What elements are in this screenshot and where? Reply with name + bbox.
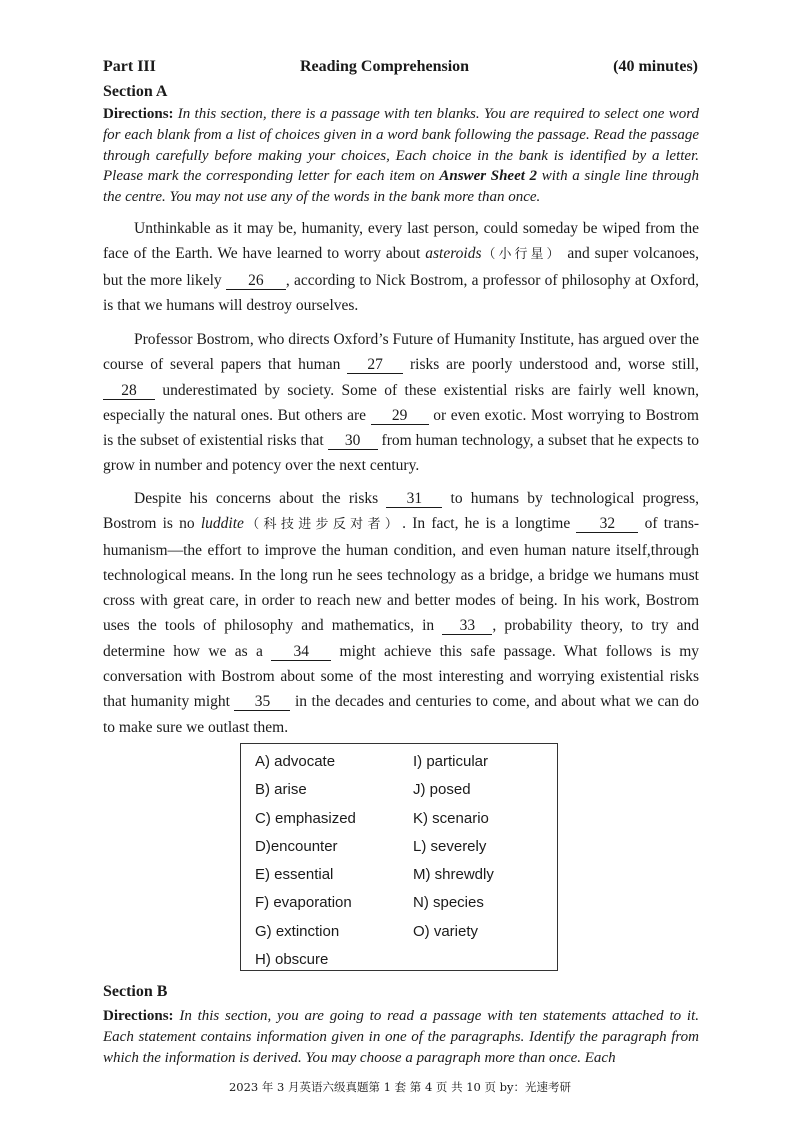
passage-text: Professor Bostrom, who directs Oxford’s Future of Humanity Institute, has argued over the course of several papers that human [103,331,699,374]
section-a-label: Section A [103,83,168,100]
word-bank-option: H) obscure [255,951,329,969]
page-footer: 2023 年 3 月英语六级真题第 1 套 第 4 页 共 10 页 by：光速考研 [228,1080,572,1094]
section-b-label: Section B [103,983,168,1000]
passage-text: Unthinkable as it may be, humanity, every last person, could someday be wiped from the face of the Earth. We have learned to worry about [103,220,699,263]
blank-31[interactable]: 31 [386,490,442,508]
word-bank-option: G) extinction [255,922,340,940]
section-a-directions [103,104,699,208]
blank-26[interactable]: 26 [226,272,286,290]
directions-lead: Directions: [103,1008,174,1024]
passage-text: in the decades and centuries to come, and about what we can do to make sure we outlast them. [103,693,699,736]
passage-text: Despite his concerns about the risks [134,490,387,507]
word-bank [240,743,558,971]
word-bank-option: B) arise [255,781,307,799]
word-bank-option: K) scenario [413,809,489,827]
passage-text: , according to Nick Bostrom, a professor of philosophy at Oxford, is that we humans will destroy ourselves. [103,271,699,314]
part-header [103,58,698,80]
word-bank-column-right [413,752,494,950]
passage-text: or even exotic. Most worrying to Bostrom is the subset of existential risks that [103,406,699,450]
blank-34[interactable]: 34 [271,643,331,661]
chinese-gloss: （科技进步反对者） [243,517,403,533]
word-bank-option: N) species [413,894,484,912]
word-bank-option: C) emphasized [255,809,356,827]
passage-text: underestimated by society. Some of these existential risks are fairly well known, especially the natural ones. But others are [103,381,699,424]
passage-text: might achieve this safe passage. What follows is my conversation with Bostrom about some of the most interesting and worrying existential risks that humanity might [103,642,700,711]
italic-term: luddite [200,515,244,533]
passage-text: of trans-humanism—the effort to improve the human condition, and even human nature itself,through technological means. In the long run he sees technology as a bridge, a bridge we humans must cross with great care, in order to reach new and better modes of being. In his work, Bostrom uses the tools of philosophy and mathematics, in [103,515,700,635]
word-bank-option: D)encounter [255,837,338,855]
blank-32[interactable]: 32 [576,515,638,533]
blank-28[interactable]: 28 [103,382,155,400]
word-bank-column-left [255,752,356,978]
blank-27[interactable]: 27 [347,356,403,374]
blank-35[interactable]: 35 [234,693,290,711]
directions-answer-sheet: Answer Sheet 2 [439,168,538,185]
word-bank-option: J) posed [413,781,471,799]
part-number: Part III [103,58,156,75]
word-bank-option: M) shrewdly [413,866,494,884]
chinese-gloss: （小行星） [481,247,563,263]
word-bank-option: F) evaporation [255,894,352,912]
passage-text: , probability theory, to try and determine how we as a [103,617,699,660]
word-bank-option: I) particular [413,753,489,770]
word-bank-option: L) severely [413,837,487,855]
passage-text: from human technology, a subset that he expects to grow in number and potency over the next century. [103,432,700,475]
directions-lead: Directions: [103,106,174,122]
passage-paragraph-3 [103,486,699,740]
blank-29[interactable]: 29 [371,407,429,425]
blank-33[interactable]: 33 [442,617,492,635]
passage-text: to humans by technological progress, Bostrom is no [103,490,699,533]
passage-text: and super volcanoes, but the more likely [103,245,699,289]
word-bank-option: E) essential [255,866,334,884]
blank-30[interactable]: 30 [328,432,378,450]
word-bank-option: O) variety [413,922,479,940]
section-b-directions [103,1006,699,1068]
passage-text: risks are poorly understood and, worse still, [403,356,699,374]
italic-term: asteroids [425,245,482,263]
passage-paragraph-1 [103,216,699,318]
passage-paragraph-2 [103,327,699,479]
word-bank-option: A) advocate [255,753,336,770]
directions-text: In this section, there is a passage with ten blanks. You are required to select one word for each blank from a list of choices given in a word bank following the passage. Read the passage through carefully before making your choices, Each choice in the bank is identified by a letter. Please mark the corresponding letter for each item on [103,106,699,185]
part-title: Reading Comprehension [300,58,470,75]
directions-text: In this section, you are going to read a passage with ten statements attached to it. Each statement contains information given in one of the paragraphs. Identify the paragraph from which the information is derived. You may choose a paragraph more than once. Each [103,1008,699,1066]
directions-text-end: with a single line through the centre. You may not use any of the words in the bank more than once. [103,168,699,206]
passage-text: . In fact, he is a longtime [402,515,577,533]
time-limit: (40 minutes) [613,58,698,75]
